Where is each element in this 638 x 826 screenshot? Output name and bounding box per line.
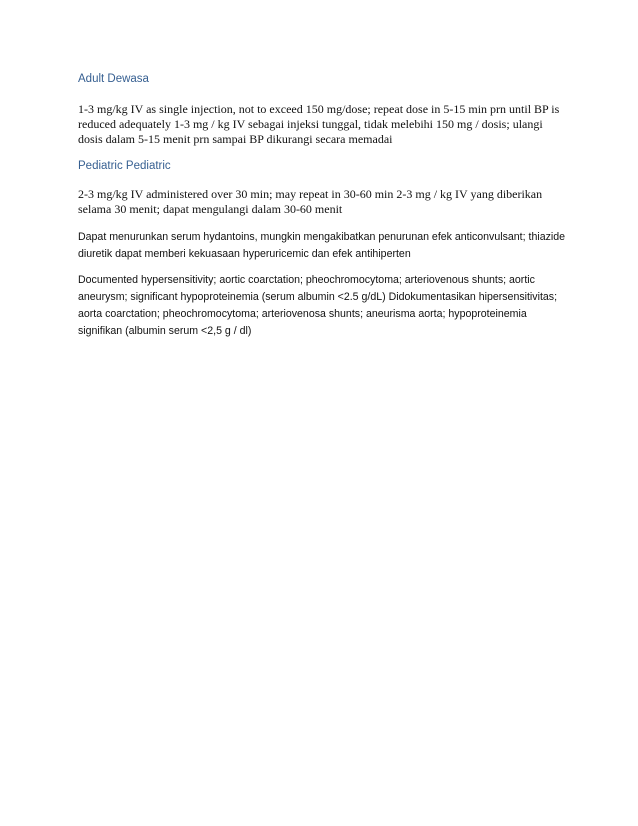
interactions-text: Dapat menurunkan serum hydantoins, mungkin mengakibatkan penurunan efek anticonvulsant; thiazide diuretik dapat memberi kekuasaan hyperuricemic dan efek antihiperten	[78, 231, 566, 260]
adult-dosing-text: 1-3 mg/kg IV as single injection, not to exceed 150 mg/dose; repeat dose in 5-15 min prn until BP is reduced adequately 1-3 mg / kg IV sebagai injeksi tunggal, tidak melebihi 150 mg / dosis; ulangi dosis dalam 5-15 menit prn sampai BP dikurangi secara memadai	[78, 102, 560, 146]
contraindications-text: Documented hypersensitivity; aortic coarctation; pheochromocytoma; arteriovenous shunts; aortic aneurysm; significant hypoproteinemia (serum albumin <2.5 g/dL) Didokumentasikan hipersensitivitas; aorta coarctation; pheochromocytoma; arteriovenosa shunts; aneurisma aorta; hypoproteinemia signifikan (albumin serum <2,5 g / dl)	[78, 274, 558, 337]
pediatric-heading: Pediatric Pediatric	[78, 160, 171, 172]
pediatric-dosing-text: 2-3 mg/kg IV administered over 30 min; may repeat in 30-60 min 2-3 mg / kg IV yang diberikan selama 30 menit; dapat mengulangi dalam 30-60 menit	[78, 187, 543, 216]
document-page	[78, 72, 570, 349]
adult-heading: Adult Dewasa	[78, 73, 149, 85]
